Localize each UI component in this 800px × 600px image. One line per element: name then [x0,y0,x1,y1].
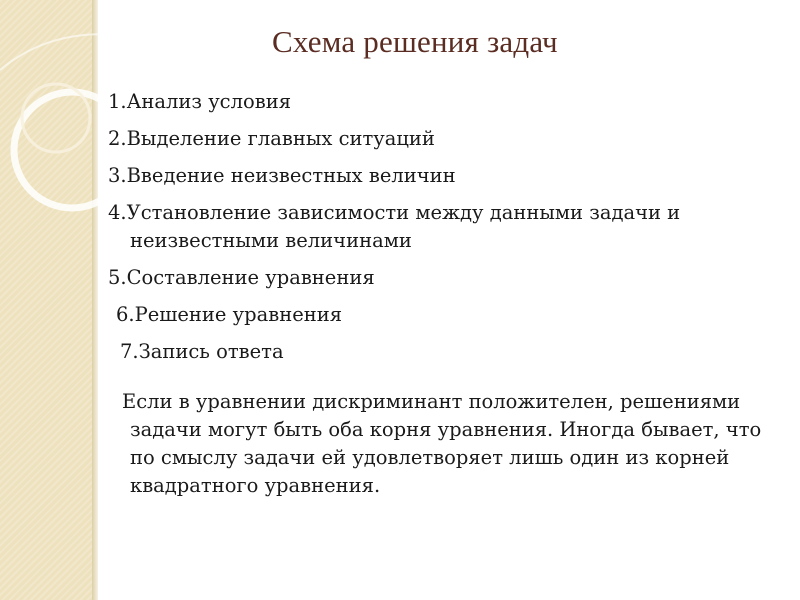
step-item-7: 7.Запись ответа [120,340,284,363]
step-item-3: 3.Введение неизвестных величин [108,164,456,187]
note-paragraph: Если в уравнении дискриминант положителен, решениями задачи могут быть оба корня уравнения. Иногда бывает, что по смыслу задачи ей удовлетворяет лишь один из корней квадратного уравнения. [122,390,762,497]
step-item-2: 2.Выделение главных ситуаций [108,127,435,150]
step-item-1: 1.Анализ условия [108,90,292,113]
step-item-6: 6.Решение уравнения [116,303,343,326]
slide-content [108,88,778,500]
slide-title: Схема решения задач [272,24,558,59]
step-item-5: 5.Составление уравнения [108,266,375,289]
step-item-4: 4.Установление зависимости между данными задачи и неизвестными величинами [108,201,681,252]
